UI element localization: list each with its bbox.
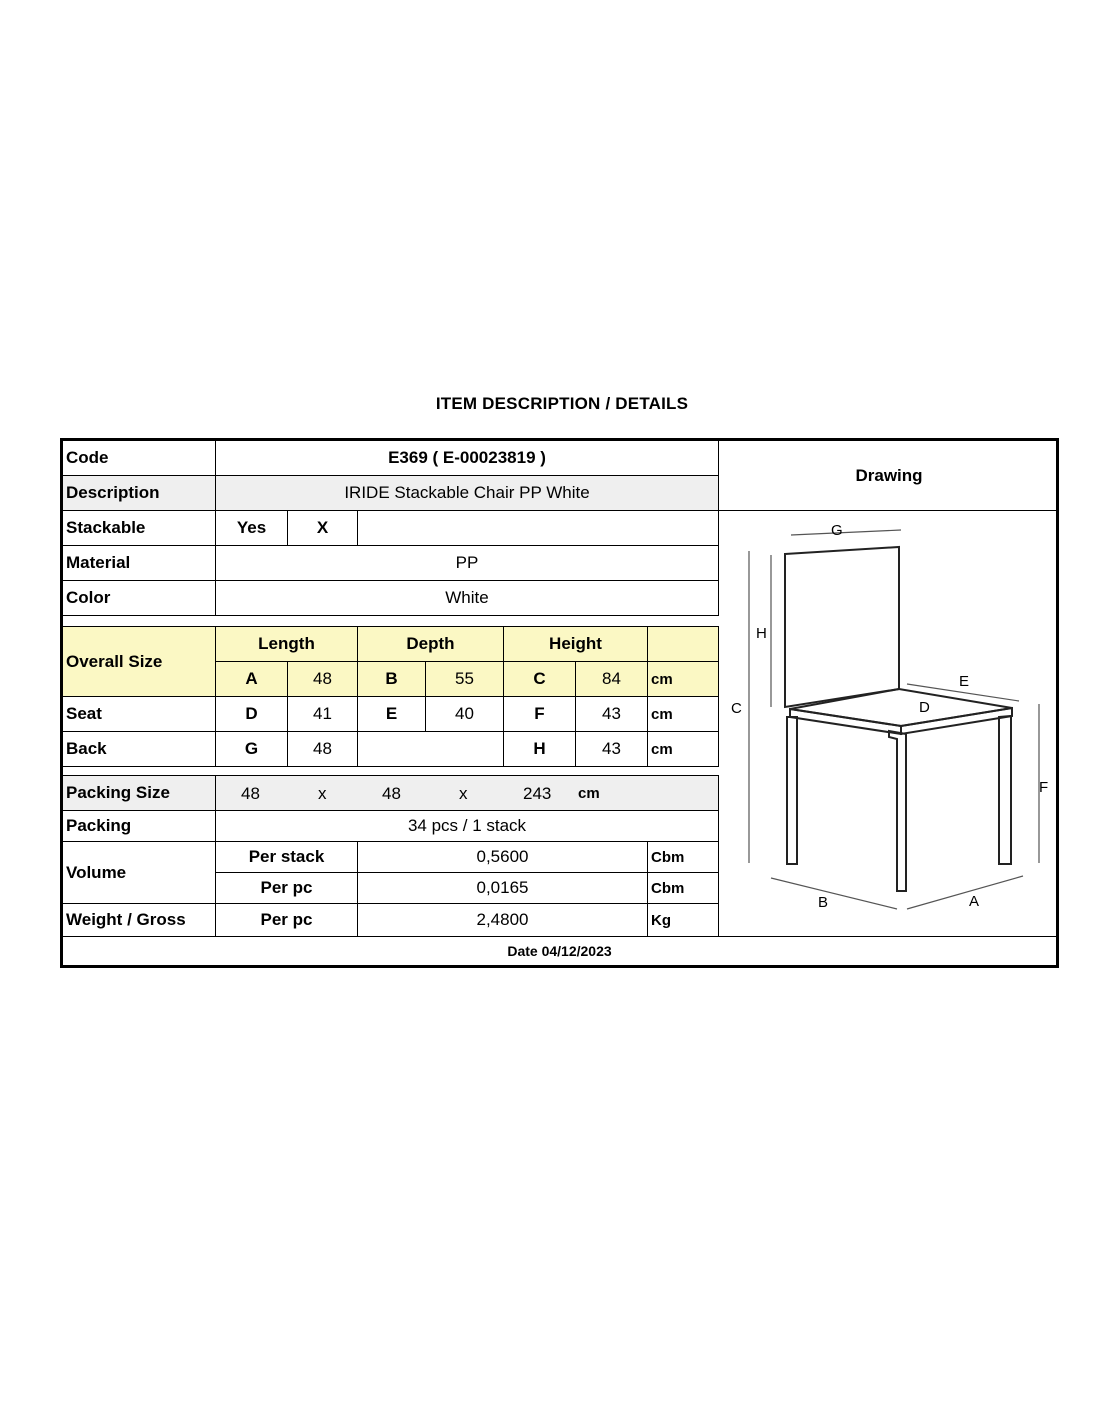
color-value: White xyxy=(216,581,719,616)
details-grid xyxy=(63,441,719,936)
back-letter-g: G xyxy=(216,732,288,767)
material-label: Material xyxy=(63,546,216,581)
drawing-header: Drawing xyxy=(719,441,1059,511)
row-gap-2 xyxy=(63,767,719,776)
chair-leg-back-left xyxy=(787,717,797,864)
date-footer: Date 04/12/2023 xyxy=(63,936,1056,965)
stackable-empty xyxy=(358,511,719,546)
packing-size-row xyxy=(216,776,719,811)
description-value: IRIDE Stackable Chair PP White xyxy=(216,476,719,511)
drawing-letter-e: E xyxy=(959,673,970,690)
back-unit: cm xyxy=(648,732,719,767)
weight-value: 2,4800 xyxy=(358,904,648,936)
back-height-value: 43 xyxy=(576,732,648,767)
item-details-table xyxy=(60,438,1059,968)
drawing-letter-c: C xyxy=(731,700,742,717)
volume-per-pc-value: 0,0165 xyxy=(358,873,648,904)
page-title: ITEM DESCRIPTION / DETAILS xyxy=(435,394,689,413)
overall-height-value: 84 xyxy=(576,662,648,697)
overall-letter-b: B xyxy=(358,662,426,697)
packing-size-x2: x xyxy=(459,784,468,803)
packing-size-length: 48 xyxy=(241,784,260,803)
packing-size-unit: cm xyxy=(578,785,600,802)
volume-per-pc-unit: Cbm xyxy=(648,873,719,904)
drawing-letter-b: B xyxy=(818,894,829,911)
overall-unit: cm xyxy=(648,662,719,697)
volume-per-stack-value: 0,5600 xyxy=(358,842,648,873)
chair-seat-front xyxy=(790,709,901,734)
length-header: Length xyxy=(216,627,358,662)
color-label: Color xyxy=(63,581,216,616)
depth-header: Depth xyxy=(358,627,504,662)
back-label: Back xyxy=(63,732,216,767)
back-length-value: 48 xyxy=(288,732,358,767)
overall-depth-value: 55 xyxy=(426,662,504,697)
volume-per-pc-label: Per pc xyxy=(216,873,358,904)
drawing-letter-f: F xyxy=(1039,779,1049,796)
packing-size-x1: x xyxy=(318,784,327,803)
volume-per-stack-unit: Cbm xyxy=(648,842,719,873)
material-value: PP xyxy=(216,546,719,581)
row-gap xyxy=(63,616,719,627)
packing-value: 34 pcs / 1 stack xyxy=(216,811,719,842)
weight-unit: Kg xyxy=(648,904,719,936)
overall-size-label: Overall Size xyxy=(63,627,216,697)
chair-seat-side xyxy=(901,708,1012,734)
packing-size-depth: 48 xyxy=(382,784,401,803)
seat-label: Seat xyxy=(63,697,216,732)
back-letter-h: H xyxy=(504,732,576,767)
seat-letter-d: D xyxy=(216,697,288,732)
dim-line-b xyxy=(771,878,897,909)
packing-size-height: 243 xyxy=(523,784,552,803)
chair-leg-right xyxy=(999,716,1011,864)
drawing-letter-d: D xyxy=(919,699,930,716)
dim-line-g xyxy=(791,530,901,535)
unit-header xyxy=(648,627,719,662)
height-header: Height xyxy=(504,627,648,662)
code-label: Code xyxy=(63,441,216,476)
drawing-letter-g: G xyxy=(831,522,843,539)
stackable-yes: Yes xyxy=(216,511,288,546)
packing-label: Packing xyxy=(63,811,216,842)
dim-line-a xyxy=(907,876,1023,909)
code-value: E369 ( E-00023819 ) xyxy=(216,441,719,476)
back-depth-empty xyxy=(358,732,504,767)
stackable-mark: X xyxy=(288,511,358,546)
overall-letter-a: A xyxy=(216,662,288,697)
chair-drawing xyxy=(719,511,1059,936)
chair-backrest xyxy=(785,547,899,707)
volume-label: Volume xyxy=(63,842,216,904)
chair-outline xyxy=(785,547,1012,891)
chair-drawing-svg xyxy=(719,511,1059,936)
packing-size-label: Packing Size xyxy=(63,776,216,811)
chair-leg-front xyxy=(889,731,906,891)
seat-letter-e: E xyxy=(358,697,426,732)
drawing-letter-a: A xyxy=(969,893,980,910)
drawing-letter-h: H xyxy=(756,625,767,642)
seat-letter-f: F xyxy=(504,697,576,732)
overall-letter-c: C xyxy=(504,662,576,697)
overall-length-value: 48 xyxy=(288,662,358,697)
stackable-label: Stackable xyxy=(63,511,216,546)
seat-height-value: 43 xyxy=(576,697,648,732)
seat-length-value: 41 xyxy=(288,697,358,732)
seat-depth-value: 40 xyxy=(426,697,504,732)
weight-label: Weight / Gross xyxy=(63,904,216,936)
weight-per-pc-label: Per pc xyxy=(216,904,358,936)
seat-unit: cm xyxy=(648,697,719,732)
volume-per-stack-label: Per stack xyxy=(216,842,358,873)
description-label: Description xyxy=(63,476,216,511)
